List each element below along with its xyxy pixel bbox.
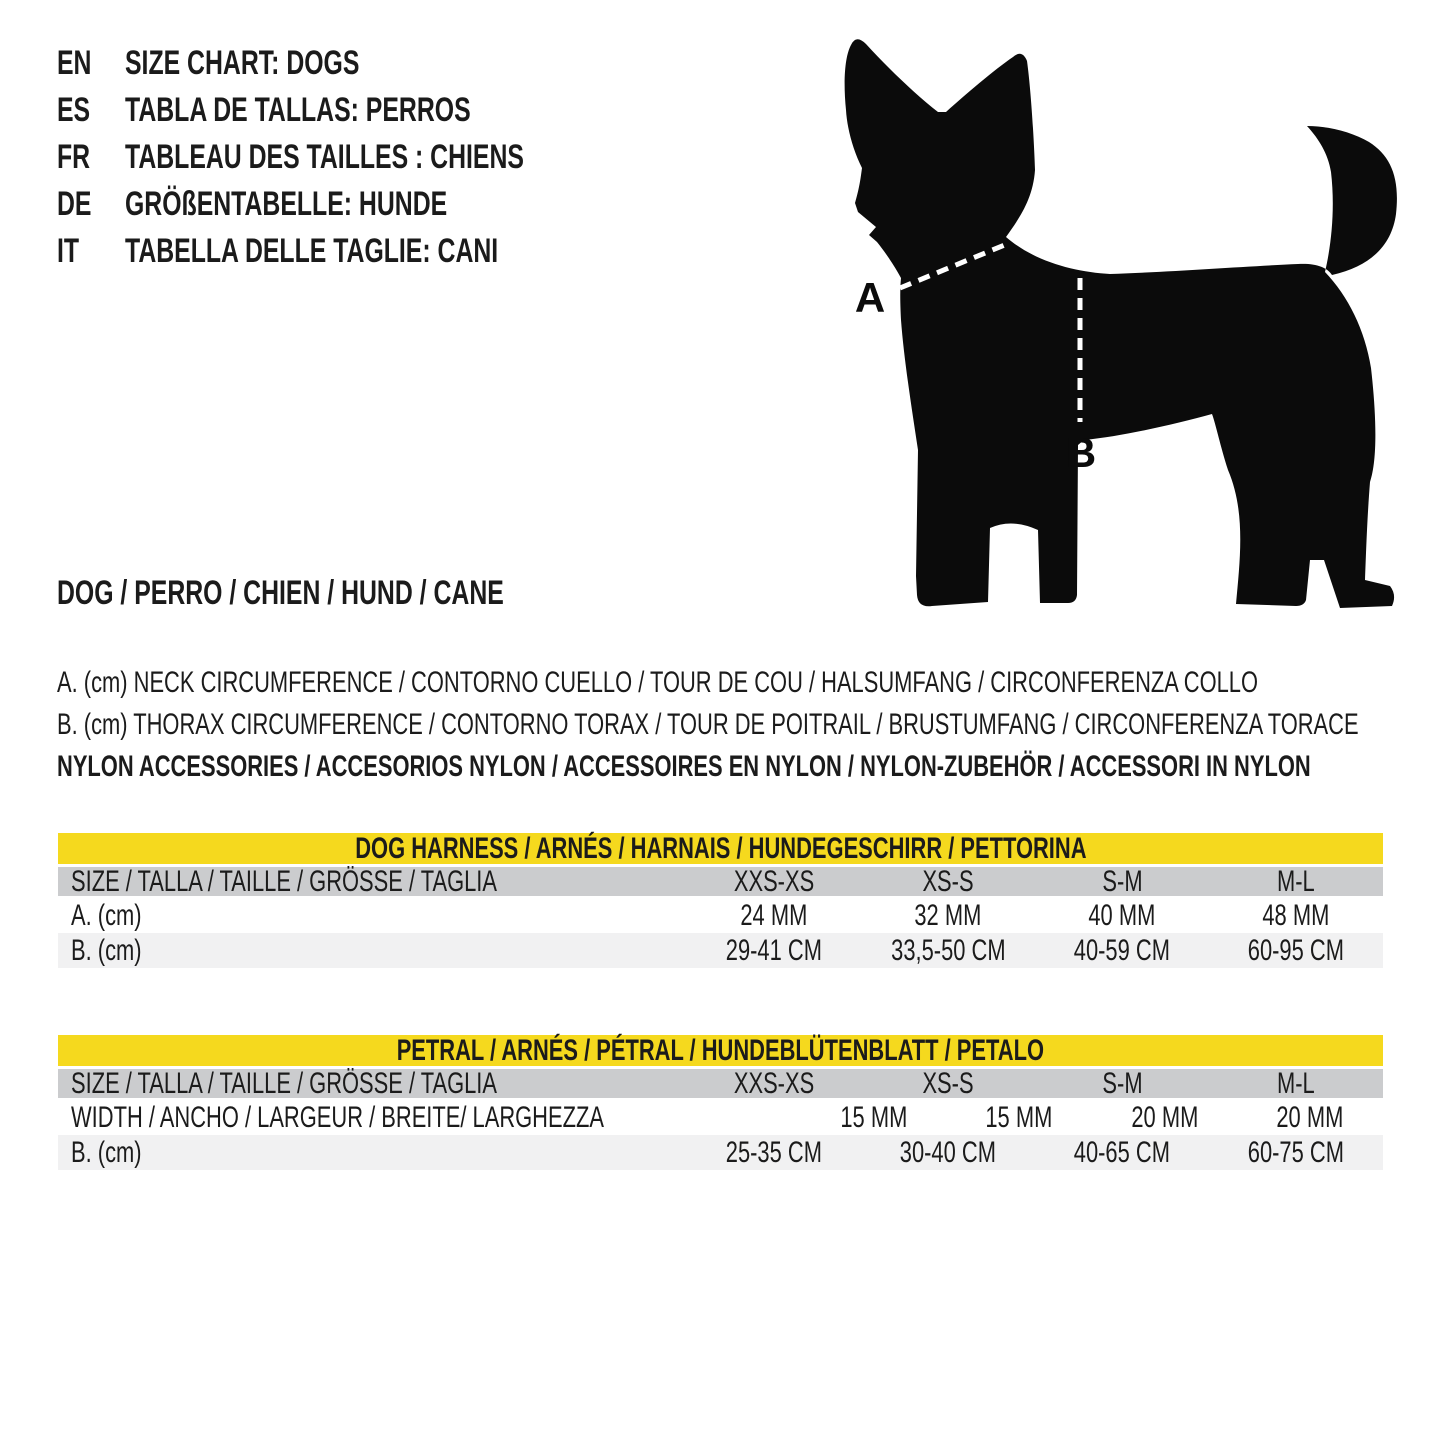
lang-code: EN xyxy=(57,44,92,82)
lang-row-en xyxy=(57,40,672,87)
lang-code: FR xyxy=(57,138,91,176)
lang-title: GRÖßENTABELLE: HUNDE xyxy=(125,185,448,223)
table-row-a xyxy=(58,898,1383,933)
value-cell: 40-65 CM xyxy=(1074,1135,1171,1169)
note-thorax: B. (cm) THORAX CIRCUMFERENCE / CONTORNO TORAX / TOUR DE POITRAIL / BRUSTUMFANG / CIRCONFERENZA TORACE xyxy=(57,708,1359,741)
value-cell: 20 MM xyxy=(1131,1100,1199,1134)
value-cell: 32 MM xyxy=(914,898,982,932)
table-row-b xyxy=(58,1135,1383,1170)
table-size-row xyxy=(58,864,1383,898)
table-title: PETRAL / ARNÉS / PÉTRAL / HUNDEBLÜTENBLATT / PETALO xyxy=(58,1035,1383,1069)
table-row-b xyxy=(58,933,1383,968)
value-cell: 30-40 CM xyxy=(900,1135,997,1169)
value-cell: 20 MM xyxy=(1276,1100,1344,1134)
row-label-cell: B. (cm) xyxy=(71,1135,142,1169)
table-size-row xyxy=(58,1066,1383,1100)
value-cell: 60-75 CM xyxy=(1247,1135,1345,1169)
value-cell: 25-35 CM xyxy=(726,1135,823,1169)
size-col-header: S-M xyxy=(1102,864,1143,898)
value-cell: 33,5-50 CM xyxy=(891,933,1006,967)
value-cell: 48 MM xyxy=(1262,898,1330,932)
table-title: DOG HARNESS / ARNÉS / HARNAIS / HUNDEGESCHIRR / PETTORINA xyxy=(58,833,1383,867)
size-label-cell: SIZE / TALLA / TAILLE / GRÖSSE / TAGLIA xyxy=(71,1066,498,1100)
lang-code: IT xyxy=(57,232,80,270)
size-col-header: XS-S xyxy=(922,1066,974,1100)
value-cell: 40 MM xyxy=(1088,898,1156,932)
lang-row-de xyxy=(57,181,672,228)
size-table-harness xyxy=(58,833,1383,968)
dog-measurement-diagram xyxy=(820,20,1430,620)
lang-code: ES xyxy=(57,91,91,129)
marker-a-label: A xyxy=(854,274,886,321)
lang-title: SIZE CHART: DOGS xyxy=(125,44,360,82)
lang-title: TABLA DE TALLAS: PERROS xyxy=(125,91,471,129)
note-nylon: NYLON ACCESSORIES / ACCESORIOS NYLON / ACCESSOIRES EN NYLON / NYLON-ZUBEHÖR / ACCESSORI IN NYLON xyxy=(57,750,1311,783)
size-col-header: XXS-XS xyxy=(734,1066,815,1100)
row-label-cell: B. (cm) xyxy=(71,933,142,967)
row-label-cell: A. (cm) xyxy=(71,898,142,932)
lang-title: TABLEAU DES TAILLES : CHIENS xyxy=(125,138,524,176)
value-cell: 15 MM xyxy=(840,1100,908,1134)
lang-row-es xyxy=(57,87,672,134)
lang-row-fr xyxy=(57,134,672,181)
value-cell: 24 MM xyxy=(740,898,808,932)
dog-silhouette xyxy=(845,39,1397,608)
value-cell: 60-95 CM xyxy=(1247,933,1345,967)
size-col-header: S-M xyxy=(1102,1066,1143,1100)
marker-b-label: B xyxy=(1065,429,1097,476)
value-cell: 40-59 CM xyxy=(1074,933,1171,967)
size-col-header: M-L xyxy=(1277,864,1315,898)
table-row-width xyxy=(58,1100,1383,1135)
value-cell: 29-41 CM xyxy=(726,933,823,967)
size-table-petral xyxy=(58,1035,1383,1170)
lang-row-it xyxy=(57,228,672,275)
size-label-cell: SIZE / TALLA / TAILLE / GRÖSSE / TAGLIA xyxy=(71,864,498,898)
language-title-block xyxy=(57,40,672,275)
lang-title: TABELLA DELLE TAGLIE: CANI xyxy=(125,232,499,270)
size-col-header: M-L xyxy=(1277,1066,1315,1100)
note-neck: A. (cm) NECK CIRCUMFERENCE / CONTORNO CUELLO / TOUR DE COU / HALSUMFANG / CIRCONFERENZA COLLO xyxy=(57,666,1258,699)
row-label-cell: WIDTH / ANCHO / LARGEUR / BREITE/ LARGHEZZA xyxy=(71,1100,604,1134)
size-col-header: XS-S xyxy=(922,864,974,898)
diagram-caption: DOG / PERRO / CHIEN / HUND / CANE xyxy=(57,574,504,612)
value-cell: 15 MM xyxy=(985,1100,1053,1134)
lang-code: DE xyxy=(57,185,92,223)
size-col-header: XXS-XS xyxy=(734,864,815,898)
measurement-notes xyxy=(57,662,1445,788)
